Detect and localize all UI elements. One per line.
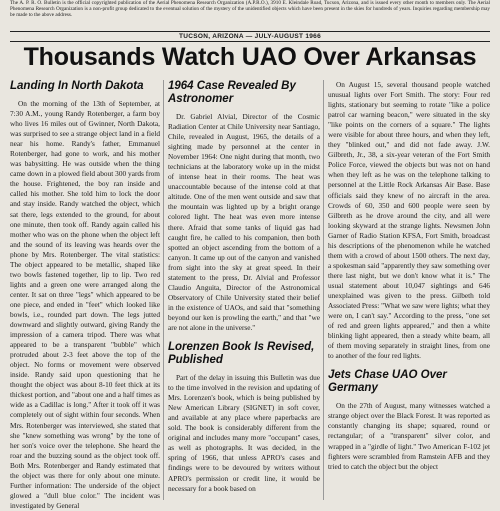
section-heading-jets-germany: Jets Chase UAO Over Germany bbox=[328, 369, 447, 395]
article-body-jets-germany: On the 27th of August, many witnesses watched a strange object over the Black Forest. It was reported as constantly changing its shape; squared, round or rectangular; of a "transparent" silver color, and wrapped in a "girdle of light." Two American F-102 jet fighters were scrambled from Ramstein AFB and they tried to catch the object but the object bbox=[328, 401, 490, 471]
column-2 bbox=[168, 80, 320, 500]
column-divider bbox=[163, 80, 164, 500]
masthead-notice: The A. P. R. O. Bulletin is the official copyrighted publication of the Aerial Phenomena Research Organization (A.P.R.O.), 3910 E. Kleindale Road, Tucson, Arizona, and is issued every other month to members only. The Aerial Phenomena Research Organization is a non-profit group dedicated to the eventual solution of the mystery of the unidentified objects which have been present in the skies for hundreds of years. Inquiries regarding membership may be made to the above address. bbox=[10, 0, 490, 19]
column-3 bbox=[328, 80, 490, 500]
column-divider bbox=[323, 80, 324, 500]
section-heading-1964-case: 1964 Case Revealed By Astronomer bbox=[168, 80, 296, 105]
article-body-arkansas: On August 15, several thousand people watched unusual lights over Fort Smith. The story: Four red lights, stationary but seeming to rotate "like a police patrol car warning beacon," were situated in the sky "like points on the corners of a square." The lights were visible for about three hours, and when they left, they "blinked out," and did not fade away. J.W. Gilbreth, Jr., 38, a six-year veteran of the Fort Smith Police Force, viewed the objects but was not on hand when they left as he was on the telephone talking to personnel at the Little Rock Arkansas Air Base. Base officials said they knew of no aircraft in the area. Crowds of 60, 350 and 600 people were seen by Gilbreth as he drove around the city, and all were looking skyward at the strange lights. Newsmen John Garner of Radio Station KFSA, Fort Smith, broadcast his descriptions of the phenomenon while he watched them with a crowd of about 1500 others. The next day, a spokesman said "apparently they saw something over there last night, but we don't know what it is." The usual statement about 10,047 sightings and 646 unexplained was given to the press. Gilbeth told Associated Press: "What we saw were lights; what they were on, I can't say." According to the press, "one set of red and green lights appeared," and then a white blinking light appeared, then a steady white beam, all of them moving separately in straight lines, from one to another of the four red lights. bbox=[328, 80, 490, 361]
article-body-1964-case: Dr. Gabriel Alvial, Director of the Cosmic Radiation Center at Chile University near Santiago, Chile, revealed in August, 1965, the details of a sighting made by personnel at the center in November 1964: One night during that month, two technicians at the laboratory woke up in the midst of intense heat in their rooms. The heat was unaccountable because of the intense cold at that altitude. One of the men went outside and saw that the mountain was lighted up by a bright orange colored light. The heat was even more intense there. Afraid that some tanks of liquid gas had caught fire, he called to his companion, then both spotted an object ascending from the bottom of a canyon. It came up out of the canyon and vanished from sight into the sky at great speed. In their statement to the press, Dr. Alvial and Professor Claudio Anguita, Director of the Astronomical Observatory of Chile University stated their belief in the existence of UAOs, and said that "something beyond our ken is prowling the earth," and that "we are not alone in the universe." bbox=[168, 112, 320, 332]
article-body-landing: On the morning of the 13th of September, at 7:30 A.M., young Randy Rotenberger, a farm boy who lives 16 miles out of Gwinner, North Dakota, was surprised to see a strange object land in a field near his home. Randy's father, Emmanuel Rotenberger, had gone to work, and his mother was babysitting. He was outside when the thing came down in a plowed field about 300 yards from the house. Frightened, the boy ran inside and called his mother. She told him to lock the door and stay inside. Randy watched the object, which sat there, legs extended to the ground, for about one minute, then took off. Randy again called his mother who was on the phone when the object left and the sound of its leaving was heards over the phone by Mrs. Rotenberger. The vital statistics: The object appeared to be metallic, shaped like two bowls fastened together, lip to lip. Two red lights and a green one were arranged along the center. It sat on three "legs" which appeared to be one piece, and ended in "feet" which looked like bowls, i.e., rounded part down. The legs jutted downward and slightly outward, giving Randy the impression of a camera tripod. There was what appeared to be a transparent "bubble" which protruded about 2-3 feet above the top of the object. No forms or movement were observed inside. Randy said upon questioning that he thought the object was about 8-10 feet thick at its thickest portion, and "about one and a half times as wide as a Cadillac is long." After it took off it was completely out of sight within four seconds. When Mrs. Rotenberger was interviewed, she stated that she "knew something was wrong" by the tone of her son's voice over the telephone. She heard the roar and the buzzing sound as the object took off. Both Mrs. Rotenberger and Randy estimated that the object was there for only about one minute. Further information: The underside of the object glowed a "dull blue color." The incident was investigated by General bbox=[10, 99, 160, 510]
page-headline: Thousands Watch UAO Over Arkansas bbox=[23, 43, 477, 71]
article-body-lorenzen-book: Part of the delay in issuing this Bulletin was due to the time involved in the revision and updating of Mrs. Lorenzen's book, which is being published by New American Library (SIGNET) in soft cover, and available at any place where paperbacks are sold. The book is considerably different from the original and includes many more "occupant" cases, as well as photographs. It was decided, in the spring of 1966, that unless APRO's cases and findings were to be devoured by writers without APRO's permission or credit line, it would be necessary for a book based on bbox=[168, 373, 320, 493]
section-heading-landing: Landing In North Dakota bbox=[10, 80, 144, 92]
dateline: TUCSON, ARIZONA — JULY-AUGUST 1966 bbox=[10, 31, 490, 42]
column-1 bbox=[10, 80, 160, 510]
section-heading-lorenzen-book: Lorenzen Book Is Revised, Published bbox=[168, 341, 315, 367]
